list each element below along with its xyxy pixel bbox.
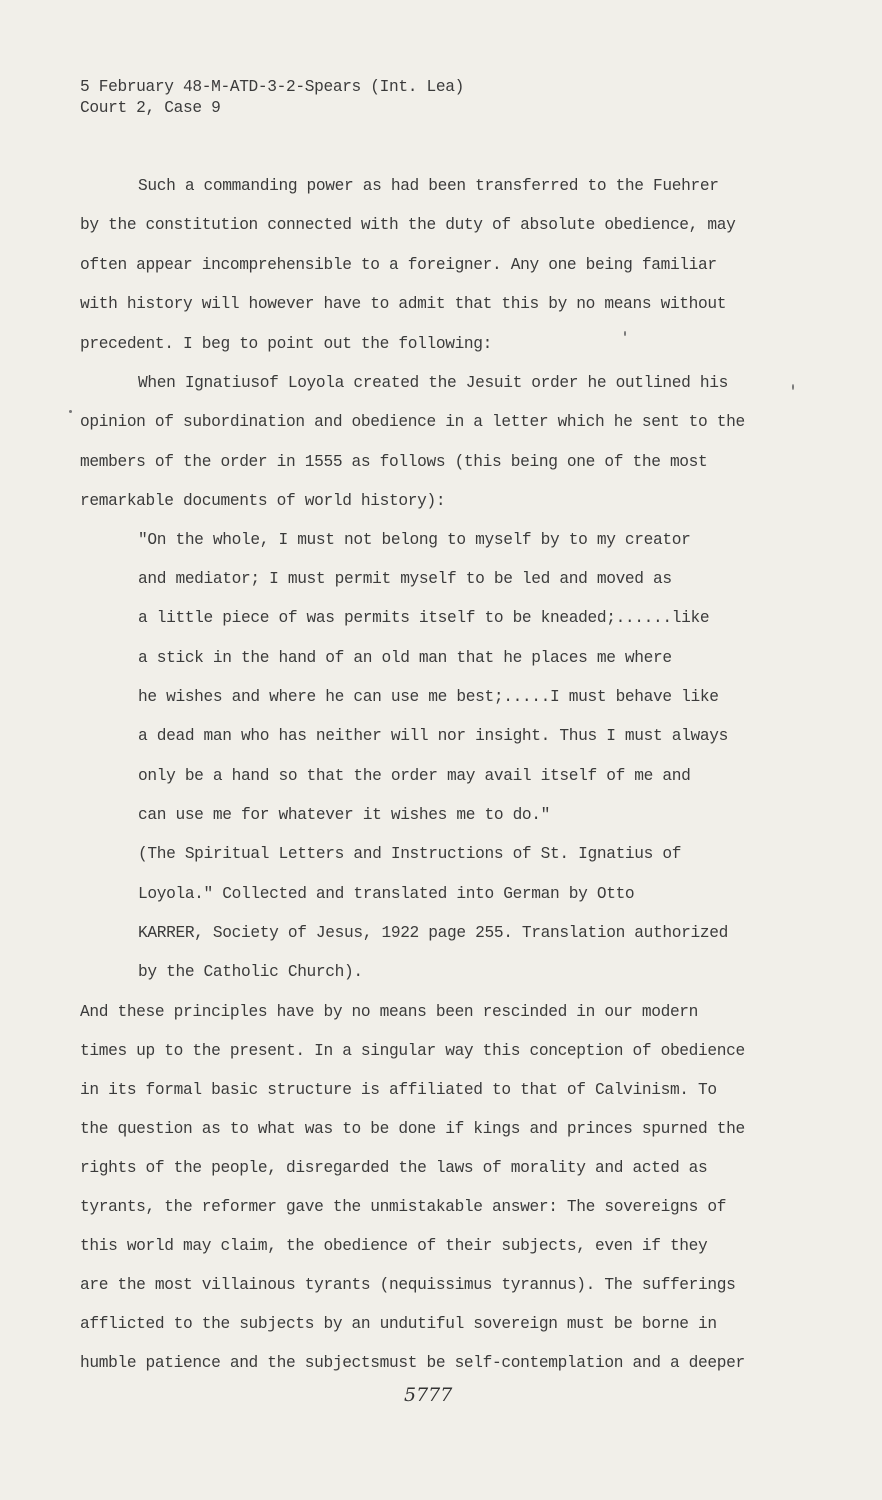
- quote-line: can use me for whatever it wishes me to do.": [138, 806, 551, 824]
- text-line: Such a commanding power as had been transferred to the Fuehrer: [138, 177, 719, 195]
- page-number: 5777: [404, 1384, 453, 1406]
- text-line: When Ignatiusof Loyola created the Jesuit order he outlined his: [138, 374, 728, 392]
- quote-line: a dead man who has neither will nor insight. Thus I must always: [138, 727, 728, 745]
- quote-line: "On the whole, I must not belong to myself by to my creator: [138, 531, 691, 549]
- text-line: the question as to what was to be done if kings and princes spurned the: [80, 1120, 745, 1138]
- text-line: precedent. I beg to point out the following:: [80, 335, 493, 353]
- paper-speck: [624, 331, 626, 336]
- text-line: often appear incomprehensible to a foreigner. Any one being familiar: [80, 256, 717, 274]
- text-line: this world may claim, the obedience of their subjects, even if they: [80, 1237, 708, 1255]
- text-line: members of the order in 1555 as follows (this being one of the most: [80, 453, 708, 471]
- text-line: tyrants, the reformer gave the unmistakable answer: The sovereigns of: [80, 1198, 727, 1216]
- header-line-1: 5 February 48-M-ATD-3-2-Spears (Int. Lea): [80, 78, 464, 96]
- text-line: rights of the people, disregarded the laws of morality and acted as: [80, 1159, 708, 1177]
- quote-line: a stick in the hand of an old man that he places me where: [138, 649, 672, 667]
- quote-line: he wishes and where he can use me best;.....I must behave like: [138, 688, 719, 706]
- text-line: afflicted to the subjects by an undutiful sovereign must be borne in: [80, 1315, 717, 1333]
- text-line: remarkable documents of world history):: [80, 492, 446, 510]
- text-line: And these principles have by no means been rescinded in our modern: [80, 1003, 699, 1021]
- citation-line: Loyola." Collected and translated into German by Otto: [138, 885, 635, 903]
- text-line: are the most villainous tyrants (nequissimus tyrannus). The sufferings: [80, 1276, 736, 1294]
- text-line: times up to the present. In a singular way this conception of obedience: [80, 1042, 745, 1060]
- paper-speck: [69, 410, 72, 413]
- header-line-2: Court 2, Case 9: [80, 99, 221, 117]
- quote-line: and mediator; I must permit myself to be led and moved as: [138, 570, 672, 588]
- citation-line: (The Spiritual Letters and Instructions of St. Ignatius of: [138, 845, 682, 863]
- text-line: humble patience and the subjectsmust be self-contemplation and a deeper: [80, 1354, 745, 1372]
- paper-speck: [792, 384, 794, 390]
- text-line: by the constitution connected with the duty of absolute obedience, may: [80, 216, 736, 234]
- text-line: with history will however have to admit that this by no means without: [80, 295, 727, 313]
- citation-line: by the Catholic Church).: [138, 963, 363, 981]
- quote-line: only be a hand so that the order may avail itself of me and: [138, 767, 691, 785]
- text-line: in its formal basic structure is affiliated to that of Calvinism. To: [80, 1081, 717, 1099]
- citation-line: KARRER, Society of Jesus, 1922 page 255. Translation authorized: [138, 924, 728, 942]
- quote-line: a little piece of was permits itself to be kneaded;......like: [138, 609, 710, 627]
- text-line: opinion of subordination and obedience in a letter which he sent to the: [80, 413, 745, 431]
